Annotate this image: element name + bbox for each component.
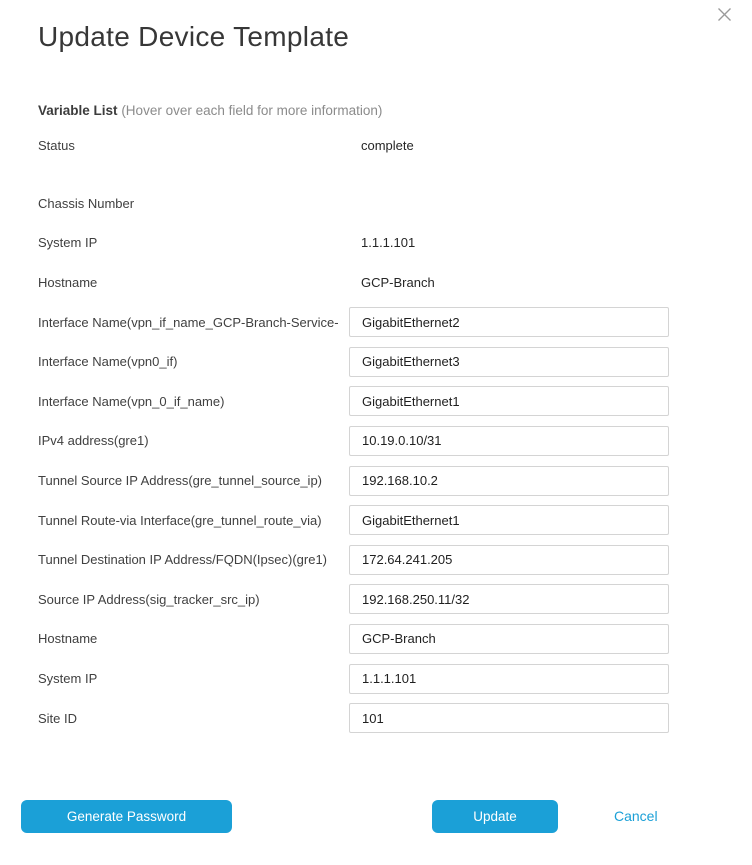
variable-input[interactable]	[349, 545, 669, 575]
variable-label: System IP	[38, 671, 98, 687]
variable-row-static	[0, 126, 752, 166]
variable-label: Chassis Number	[38, 195, 135, 211]
variable-label: Hostname	[38, 631, 98, 647]
variable-input-wrap	[349, 584, 669, 614]
variable-row-editable	[0, 342, 752, 382]
variable-row-editable	[0, 421, 752, 461]
variable-input[interactable]	[349, 307, 669, 337]
variable-label: IPv4 address(gre1)	[38, 433, 149, 449]
variable-input-wrap	[349, 426, 669, 456]
dialog-footer	[0, 800, 752, 834]
variable-label: Site ID	[38, 710, 78, 726]
variable-row-editable	[0, 580, 752, 620]
variable-label: Interface Name(vpn_0_if_name)	[38, 393, 225, 409]
variable-label: Status	[38, 138, 75, 154]
update-button[interactable]: Update	[432, 800, 558, 833]
variable-label: Interface Name(vpn0_if)	[38, 354, 178, 370]
generate-password-button[interactable]: Generate Password	[21, 800, 232, 833]
variable-label: System IP	[38, 235, 98, 251]
variable-row-editable	[0, 540, 752, 580]
close-icon-glyph	[717, 7, 732, 22]
variable-list-heading	[38, 102, 714, 119]
variable-input[interactable]	[349, 703, 669, 733]
variable-label: Tunnel Route-via Interface(gre_tunnel_route_via)	[38, 512, 322, 528]
variable-row-static	[0, 263, 752, 303]
variable-row-static	[0, 223, 752, 263]
variable-list-hint: (Hover over each field for more information)	[121, 103, 383, 118]
variable-input[interactable]	[349, 347, 669, 377]
variable-input[interactable]	[349, 505, 669, 535]
variable-row-editable	[0, 500, 752, 540]
variable-value: complete	[361, 138, 414, 154]
variable-input[interactable]	[349, 584, 669, 614]
variable-row-editable	[0, 461, 752, 501]
variable-input-wrap	[349, 624, 669, 654]
variable-row-editable	[0, 659, 752, 699]
variable-row-editable	[0, 302, 752, 342]
editable-variable-rows	[0, 302, 752, 738]
variable-input-wrap	[349, 466, 669, 496]
variable-label: Hostname	[38, 275, 98, 291]
variable-input-wrap	[349, 307, 669, 337]
variable-label: Source IP Address(sig_tracker_src_ip)	[38, 591, 260, 607]
variable-row-editable	[0, 698, 752, 738]
variable-label: Interface Name(vpn_if_name_GCP-Branch-Service-	[38, 314, 339, 330]
variable-label: Tunnel Destination IP Address/FQDN(Ipsec)(gre1)	[38, 552, 328, 568]
variable-value: 1.1.1.101	[361, 235, 416, 251]
variable-input-wrap	[349, 545, 669, 575]
variable-row-static	[0, 184, 752, 224]
variable-label: Tunnel Source IP Address(gre_tunnel_source_ip)	[38, 473, 323, 489]
variable-input[interactable]	[349, 426, 669, 456]
variable-input[interactable]	[349, 624, 669, 654]
variable-row-editable	[0, 382, 752, 422]
variable-input[interactable]	[349, 664, 669, 694]
variable-input[interactable]	[349, 386, 669, 416]
cancel-link[interactable]: Cancel	[614, 808, 658, 825]
variable-input-wrap	[349, 347, 669, 377]
variable-input-wrap	[349, 386, 669, 416]
variable-input[interactable]	[349, 466, 669, 496]
variable-input-wrap	[349, 505, 669, 535]
variable-input-wrap	[349, 664, 669, 694]
variable-input-wrap	[349, 703, 669, 733]
variable-list-title: Variable List	[38, 103, 118, 118]
variable-value: GCP-Branch	[361, 275, 435, 291]
close-icon[interactable]	[715, 5, 733, 23]
variable-row-editable	[0, 619, 752, 659]
page-title: Update Device Template	[38, 21, 350, 52]
static-variable-rows	[0, 126, 752, 302]
